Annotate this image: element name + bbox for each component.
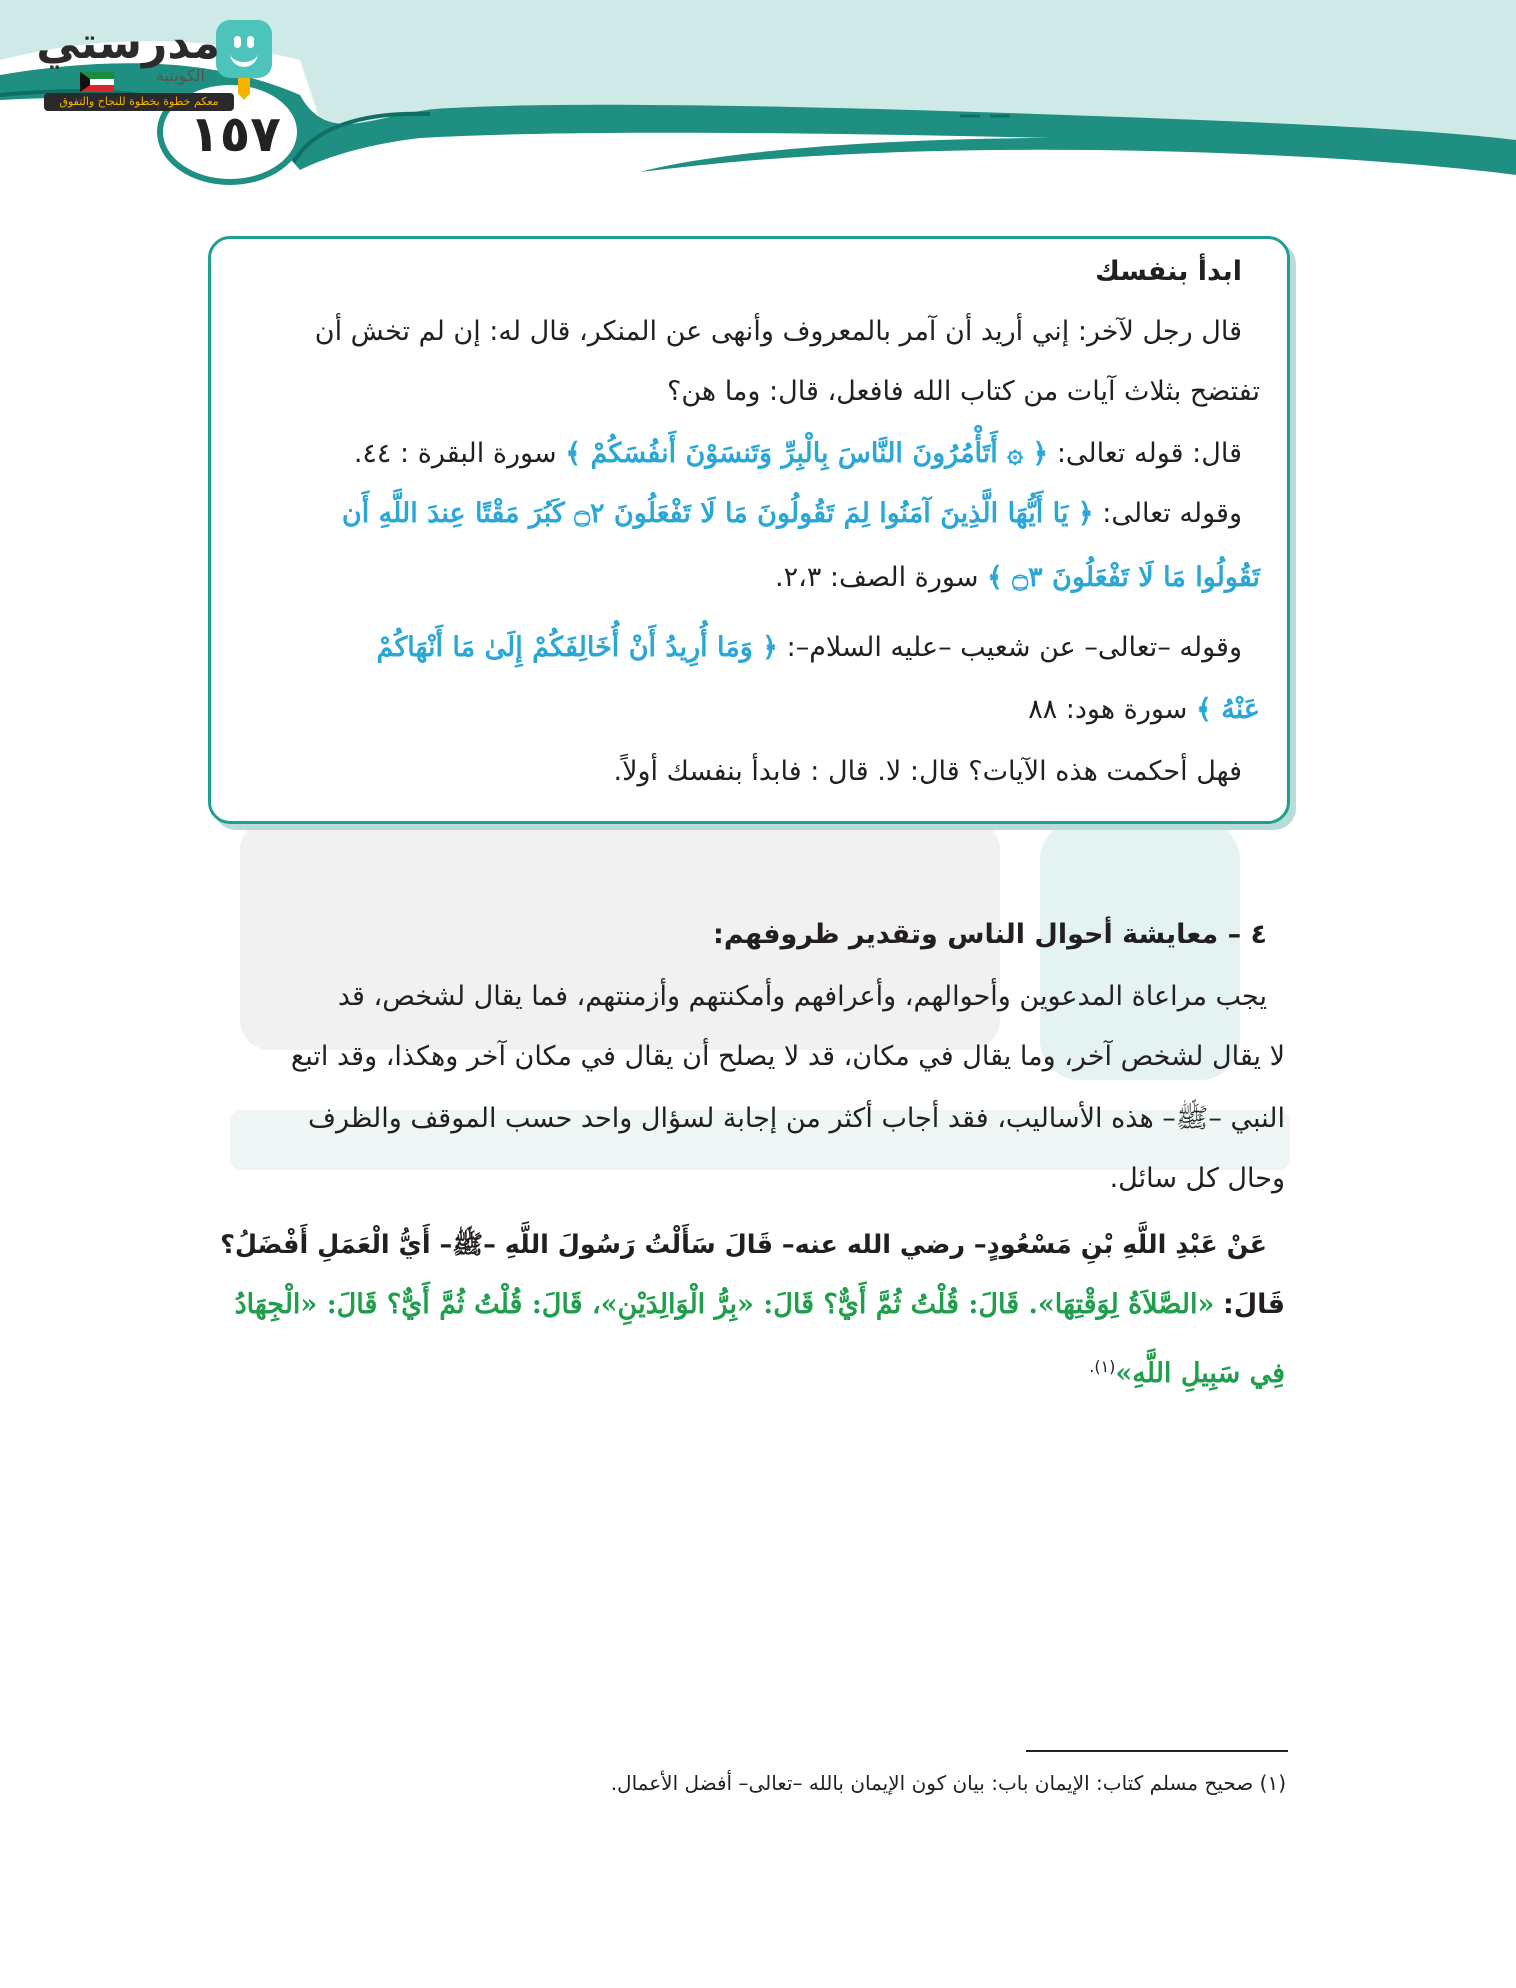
box-line-4-prefix: وقوله تعالى: [1102,498,1242,529]
footnote-divider [1026,1750,1288,1752]
hadith-prefix: قَالَ: [1222,1289,1285,1320]
logo-tagline: معكم خطوة بخطوة للنجاح والتفوق [44,93,234,111]
hadith-line [235,1285,1285,1325]
box-line-5 [775,558,1260,598]
madrasati-logo-icon [216,20,272,78]
paragraph-line: وحال كل سائل. [1109,1163,1285,1194]
paragraph-line: يجب مراعاة المدعوين وأحوالهم، وأعرافهم وأمكنتهم وأزمنتهم، فما يقال لشخص، قد [337,981,1267,1012]
verse-reference: سورة البقرة : ٤٤. [353,438,557,469]
hadith-text: «الصَّلاَةُ لِوَقْتِهَا». قَالَ: قُلْتُ ثُمَّ أَيٌّ؟ قَالَ: «بِرُّ الْوَالِدَيْنِ»، قَالَ: قُلْتُ ثُمَّ أَيٌّ؟ قَالَ: «الْجِهَادُ [234,1289,1215,1320]
logo-title: مدرستي [36,18,220,69]
logo-subtitle: الكويتية [155,66,205,85]
box-line-7 [1028,690,1260,730]
footnote-ref: (١). [1089,1357,1116,1376]
quran-verse: ﴿ ۞ أَتَأْمُرُونَ النَّاسَ بِالْبِرِّ وَتَنسَوْنَ أَنفُسَكُمْ ﴾ [565,438,1049,469]
box-line-4 [342,494,1242,534]
madrasati-logo [36,18,280,115]
kuwait-flag-icon [80,72,114,92]
box-line-3-prefix: قال: قوله تعالى: [1056,438,1242,469]
box-line-6 [376,628,1242,668]
page-number: ١٥٧ [189,105,281,163]
footnote: (١) صحيح مسلم كتاب: الإيمان باب: بيان كون الإيمان بالله –تعالى– أفضل الأعمال. [610,1771,1286,1795]
section-content [220,915,1285,1415]
verse-reference: سورة الصف: ٢،٣. [775,562,979,593]
box-line-1: قال رجل لآخر: إني أريد أن آمر بالمعروف وأنهى عن المنكر، قال له: إن لم تخش أن [314,316,1242,347]
section-heading: ٤ – معايشة أحوال الناس وتقدير ظروفهم: [713,919,1267,950]
box-line-6-prefix: وقوله –تعالى– عن شعيب –عليه السلام–: [786,632,1242,663]
quran-verse: تَقُولُوا مَا لَا تَفْعَلُونَ ۝٣ ﴾ [987,562,1260,593]
box-line-8: فهل أحكمت هذه الآيات؟ قال: لا. قال : فابدأ بنفسك أولاً. [613,756,1242,787]
paragraph-line: لا يقال لشخص آخر، وما يقال في مكان، قد لا يصلح أن يقال في مكان آخر وهكذا، وقد اتبع [290,1041,1285,1072]
hadith-intro: عَنْ عَبْدِ اللَّهِ بْنِ مَسْعُودٍ– رضي الله عنه– قَالَ سَأَلْتُ رَسُولَ اللَّهِ –ﷺ– أَيُّ الْعَمَلِ أَفْضَلُ؟ [220,1230,1267,1260]
quran-verse: ﴿ يَا أَيُّهَا الَّذِينَ آمَنُوا لِمَ تَقُولُونَ مَا لَا تَفْعَلُونَ ۝٢ كَبُرَ مَقْتًا عِندَ اللَّهِ أَن [341,498,1094,529]
box-title: ابدأ بنفسك [1095,256,1242,287]
hadith-text: فِي سَبِيلِ اللَّهِ» [1115,1358,1285,1389]
verse-reference: سورة هود: ٨٨ [1028,694,1188,725]
paragraph-line: النبي –ﷺ– هذه الأساليب، فقد أجاب أكثر من إجابة لسؤال واحد حسب الموقف والظرف [307,1103,1285,1134]
box-line-2: تفتضح بثلاث آيات من كتاب الله فافعل، قال: وما هن؟ [667,376,1260,407]
quran-verse: ﴿ وَمَا أُرِيدُ أَنْ أُخَالِفَكُمْ إِلَىٰ مَا أَنْهَاكُمْ [376,632,779,663]
hadith-line [1089,1347,1285,1394]
story-box-content [230,240,1260,820]
box-line-3 [354,434,1242,474]
quran-verse: عَنْهُ ﴾ [1196,694,1260,725]
